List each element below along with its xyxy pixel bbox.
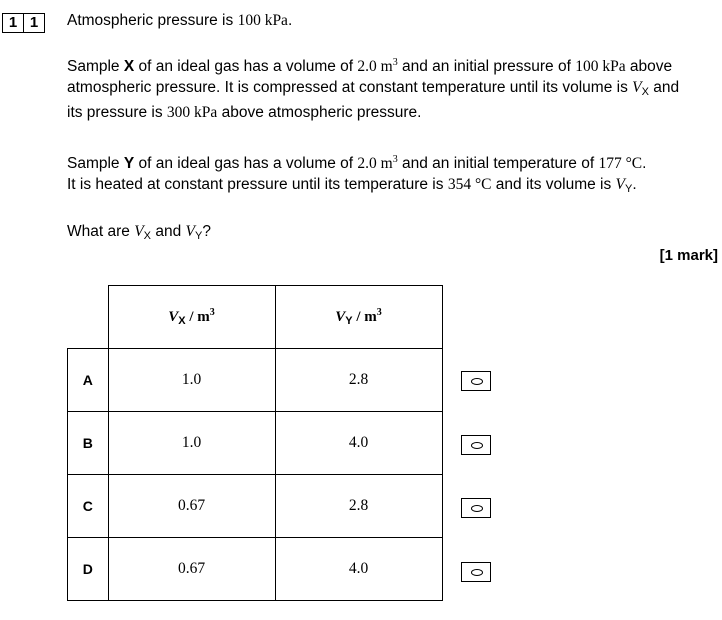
sample-x-line-2: atmospheric pressure. It is compressed at constant temperature until its volume is $V_X$ and [67, 79, 680, 98]
vy-value: 2.8 [275, 349, 442, 412]
mark-allocation: [1 mark] [659, 247, 718, 264]
table-row [68, 475, 443, 538]
option-letter: B [68, 412, 109, 475]
vx-value: 1.0 [108, 349, 275, 412]
sample-x-line-3: its pressure is 300 kPa above atmospheric pressure. [67, 104, 422, 121]
answer-bubble-d[interactable] [461, 562, 491, 582]
vy-value: 2.8 [275, 475, 442, 538]
question-prompt: What are $V_X$ and $V_Y$? [67, 223, 211, 242]
option-letter: D [68, 538, 109, 601]
question-number-digit: 1 [23, 14, 44, 32]
vy-value: 4.0 [275, 412, 442, 475]
header-vy: $V_Y / m^3$ [275, 286, 442, 349]
question-number [2, 13, 45, 33]
sample-y-line-1: Sample Y of an ideal gas has a volume of 2.0 $m^3$ and an initial temperature of 177 °C. [67, 154, 647, 172]
option-letter: C [68, 475, 109, 538]
table-row [68, 349, 443, 412]
answer-table [67, 285, 443, 601]
answer-bubble-a[interactable] [461, 371, 491, 391]
header-blank-cell [68, 286, 109, 349]
answer-bubble-b[interactable] [461, 435, 491, 455]
vy-value: 4.0 [275, 538, 442, 601]
sample-x-line-1: Sample X of an ideal gas has a volume of 2.0 $m^3$ and an initial pressure of 100 kPa above [67, 57, 673, 75]
sample-y-line-2: It is heated at constant pressure until its temperature is 354 °C and its volume is $V_Y$. [67, 176, 637, 195]
intro-text: Atmospheric pressure is 100 kPa. [67, 12, 293, 29]
table-header-row [68, 286, 443, 349]
question-number-digit: 1 [8, 14, 18, 31]
answer-bubble-c[interactable] [461, 498, 491, 518]
vx-value: 0.67 [108, 538, 275, 601]
table-row [68, 538, 443, 601]
header-vx: $V_X / m^3$ [108, 286, 275, 349]
table-row [68, 412, 443, 475]
vx-value: 1.0 [108, 412, 275, 475]
option-letter: A [68, 349, 109, 412]
vx-value: 0.67 [108, 475, 275, 538]
